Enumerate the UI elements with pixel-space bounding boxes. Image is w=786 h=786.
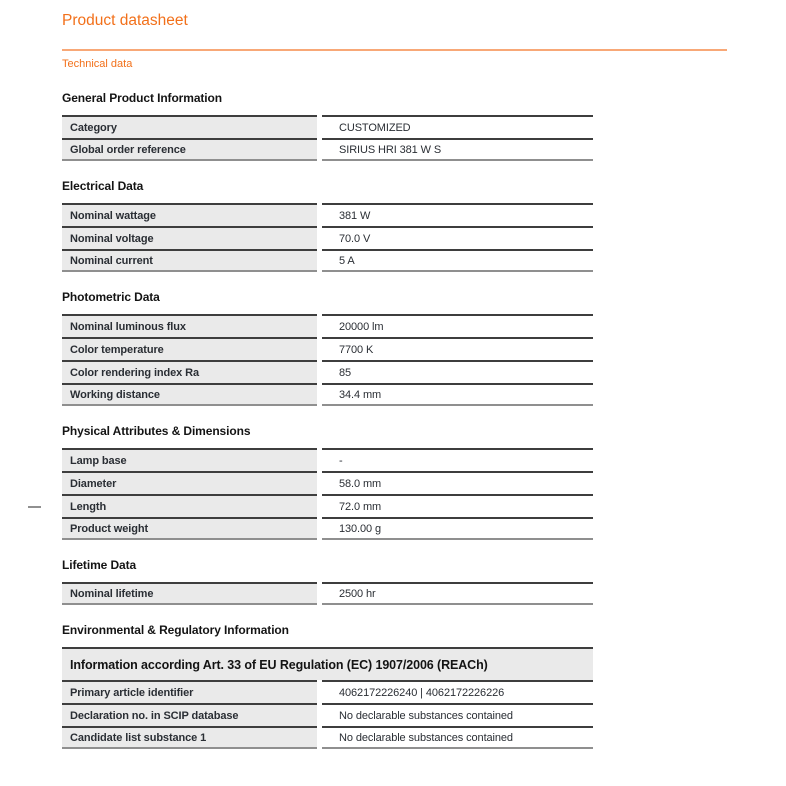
- row-label: Nominal lifetime: [62, 582, 317, 605]
- table-row: [62, 383, 593, 406]
- row-value: 130.00 g: [322, 517, 593, 540]
- page-subtitle: Technical data: [62, 58, 133, 70]
- row-label: Declaration no. in SCIP database: [62, 703, 317, 726]
- row-label: Global order reference: [62, 138, 317, 161]
- row-value: CUSTOMIZED: [322, 115, 593, 138]
- section-heading: Environmental & Regulatory Information: [62, 623, 289, 637]
- row-value: No declarable substances contained: [322, 703, 593, 726]
- row-label: Nominal current: [62, 249, 317, 272]
- row-label: Length: [62, 494, 317, 517]
- row-label: Color rendering index Ra: [62, 360, 317, 383]
- row-value: 70.0 V: [322, 226, 593, 249]
- section-heading: Physical Attributes & Dimensions: [62, 424, 251, 438]
- row-label: Nominal wattage: [62, 203, 317, 226]
- section-heading: General Product Information: [62, 91, 222, 105]
- row-label: Candidate list substance 1: [62, 726, 317, 749]
- row-value: 20000 lm: [322, 314, 593, 337]
- table-row: [62, 582, 593, 605]
- data-table: [62, 203, 593, 272]
- table-row: [62, 448, 593, 471]
- row-label: Product weight: [62, 517, 317, 540]
- data-table: [62, 115, 593, 161]
- table-row: [62, 115, 593, 138]
- row-value: 381 W: [322, 203, 593, 226]
- row-value: No declarable substances contained: [322, 726, 593, 749]
- row-value: 4062172226240 | 4062172226226: [322, 680, 593, 703]
- row-label: Primary article identifier: [62, 680, 317, 703]
- section-heading: Lifetime Data: [62, 558, 137, 572]
- section-heading: Photometric Data: [62, 290, 160, 304]
- data-table: [62, 448, 593, 540]
- row-label: Nominal voltage: [62, 226, 317, 249]
- table-row: [62, 680, 593, 703]
- table-row: [62, 337, 593, 360]
- row-value: 5 A: [322, 249, 593, 272]
- row-label: Category: [62, 115, 317, 138]
- table-row: [62, 249, 593, 272]
- header-divider: [62, 49, 727, 51]
- table-row: [62, 494, 593, 517]
- data-table: [62, 314, 593, 406]
- section-heading: Electrical Data: [62, 179, 144, 193]
- table-row: [62, 471, 593, 494]
- row-value: 7700 K: [322, 337, 593, 360]
- data-table: [62, 582, 593, 605]
- section: [62, 290, 593, 406]
- section: [62, 424, 593, 540]
- table-subheader: Information according Art. 33 of EU Regulation (EC) 1907/2006 (REACh): [62, 647, 593, 680]
- row-label: Nominal luminous flux: [62, 314, 317, 337]
- row-label: Diameter: [62, 471, 317, 494]
- row-value: 72.0 mm: [322, 494, 593, 517]
- row-value: SIRIUS HRI 381 W S: [322, 138, 593, 161]
- sections-root: [62, 91, 786, 749]
- section: [62, 179, 593, 272]
- table-row: [62, 703, 593, 726]
- row-label: Lamp base: [62, 448, 317, 471]
- section: [62, 91, 593, 161]
- row-value: 2500 hr: [322, 582, 593, 605]
- page-margin-marker: [28, 506, 41, 508]
- section: [62, 558, 593, 605]
- table-row: [62, 226, 593, 249]
- row-value: 58.0 mm: [322, 471, 593, 494]
- table-row: [62, 726, 593, 749]
- table-row: [62, 138, 593, 161]
- data-table: [62, 647, 593, 749]
- row-value: -: [322, 448, 593, 471]
- table-row: [62, 517, 593, 540]
- table-row: [62, 314, 593, 337]
- section: [62, 623, 593, 749]
- row-value: 34.4 mm: [322, 383, 593, 406]
- page-title: Product datasheet: [62, 12, 188, 29]
- row-label: Color temperature: [62, 337, 317, 360]
- row-value: 85: [322, 360, 593, 383]
- table-row: [62, 203, 593, 226]
- table-row: [62, 360, 593, 383]
- row-label: Working distance: [62, 383, 317, 406]
